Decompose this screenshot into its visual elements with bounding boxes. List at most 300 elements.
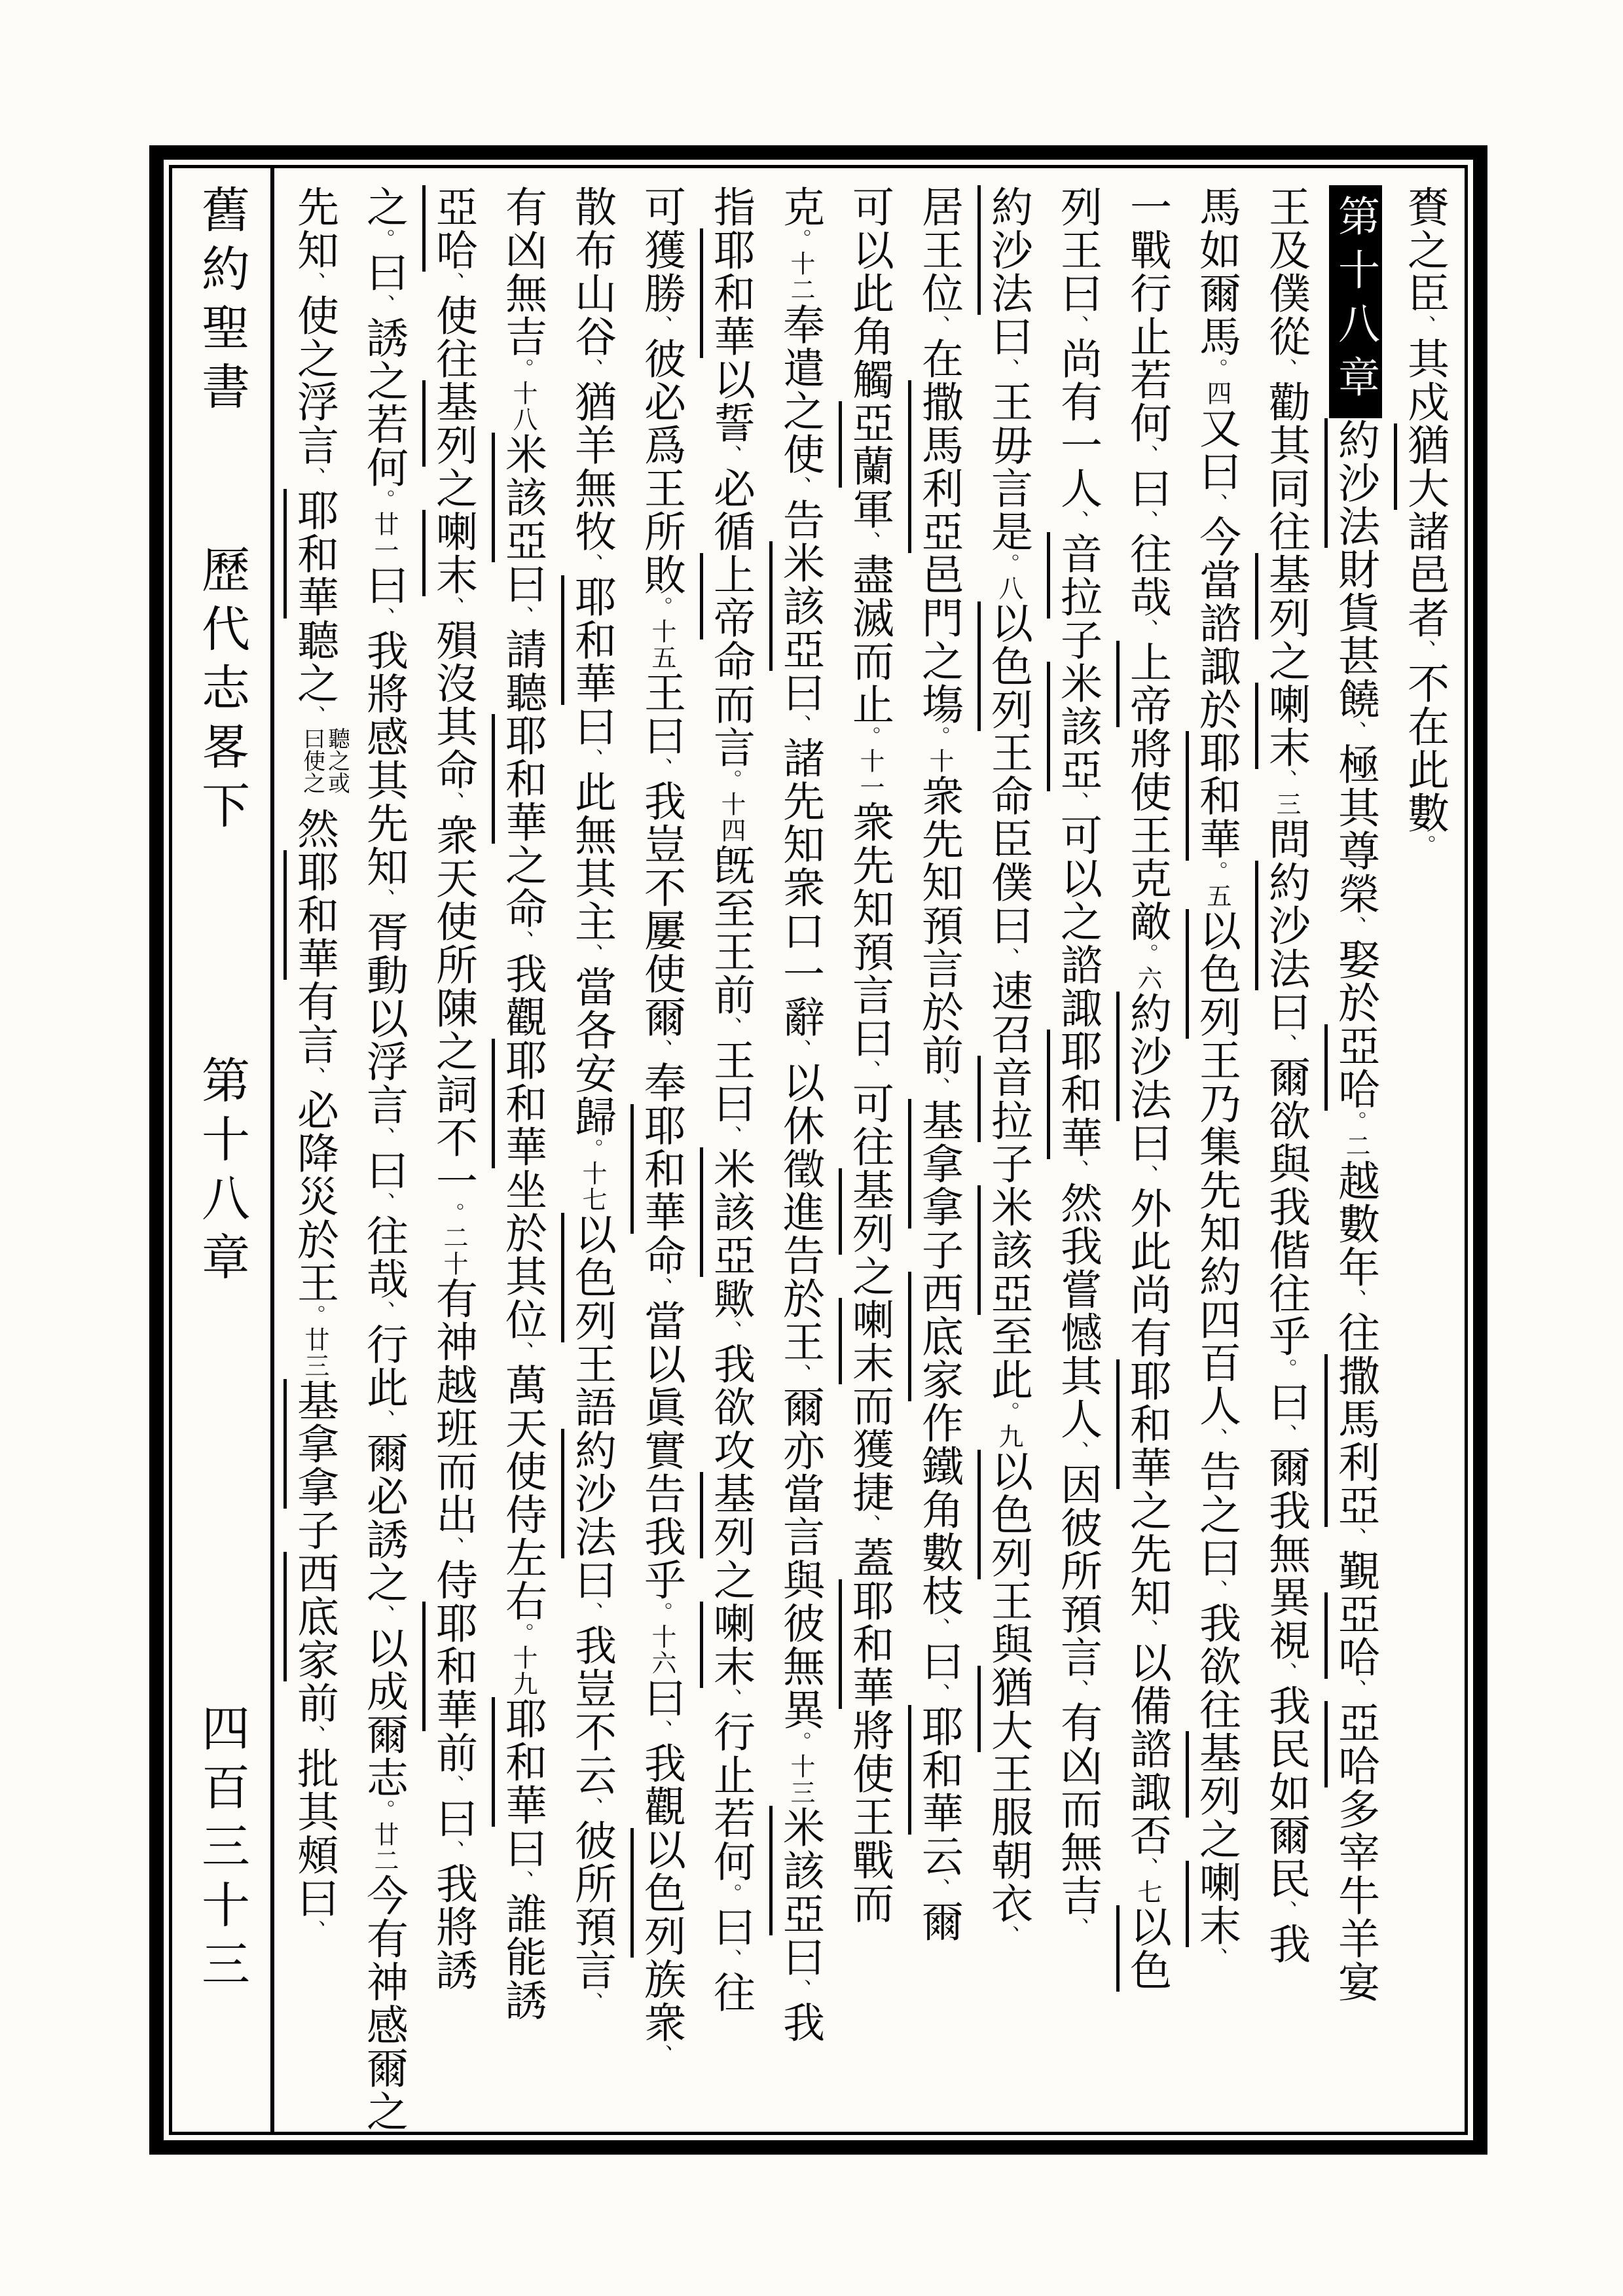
text-run: 曰、我觀 <box>638 1676 685 1828</box>
text-column-14 <box>488 185 557 2136</box>
proper-name-run: 米該亞 <box>985 1185 1032 1315</box>
punctuation: 、 <box>372 1300 395 1323</box>
text-run: 今有神感爾之 <box>361 1874 407 2133</box>
text-column-11 <box>696 185 765 2136</box>
text-run <box>1194 1947 1240 1969</box>
punctuation: 、 <box>649 757 673 780</box>
verse-number: 十六 <box>647 1624 675 1676</box>
punctuation: 。 <box>996 553 1020 575</box>
chapter-heading-block: 第十八章 <box>1329 185 1382 418</box>
text-run: 衆先知預言曰、可往 <box>847 800 893 1168</box>
verse-number: 六 <box>1133 965 1161 992</box>
text-run <box>1194 861 1240 883</box>
proper-name-run: 約沙法 <box>1124 992 1171 1121</box>
punctuation: 。 <box>649 596 673 619</box>
text-run: 聽之、 <box>291 619 338 727</box>
punctuation: 、 <box>1066 510 1089 532</box>
text-run: 王及僕從、勸其同往 <box>1263 185 1309 553</box>
punctuation: 、 <box>1343 721 1367 743</box>
punctuation: 、 <box>649 1719 673 1742</box>
text-run: 邑門之塲。 <box>916 553 962 748</box>
text-run: 有言、必降災於王。 <box>291 980 338 1327</box>
text-run: 先知、使之浮言、 <box>291 185 338 489</box>
proper-name-run: 西底家 <box>916 1272 962 1401</box>
punctuation: 、 <box>302 705 326 727</box>
column-divider-line <box>270 168 274 2132</box>
proper-name-run: 約沙法 <box>1332 418 1379 548</box>
punctuation: 。 <box>372 1799 395 1821</box>
text-column-15 <box>418 185 488 2136</box>
punctuation: 。 <box>996 1401 1020 1424</box>
verse-number: 十七 <box>578 1160 606 1213</box>
text-run: 、行止若何。曰、往 <box>708 1688 754 2014</box>
punctuation: 。 <box>1205 861 1228 883</box>
text-run: 財貨甚饒、極其尊榮、娶於 <box>1332 548 1379 1024</box>
gloss-note: 聽之或曰使之 <box>299 727 349 794</box>
proper-name-run: 耶和華 <box>291 850 338 980</box>
text-run <box>1332 1679 1379 1701</box>
proper-name-run: 基列 <box>1194 1731 1240 1818</box>
page-frame <box>149 145 1487 2155</box>
text-run: 而獲捷、蓋 <box>847 1384 893 1579</box>
proper-name-run: 西底家 <box>291 1552 338 1681</box>
punctuation: 、 <box>996 947 1020 969</box>
text-run: 之 <box>430 467 477 510</box>
text-run: 曰、爾欲與我偕往乎。曰、爾我無異視、我民如爾民、我 <box>1263 990 1309 1965</box>
text-run: 旣至王前、王曰、 <box>708 844 754 1147</box>
book-title: 歷代志畧下 <box>194 545 248 839</box>
punctuation: 、 <box>927 1683 951 1705</box>
text-run: 、可以之諮諏 <box>1055 791 1101 1030</box>
punctuation: 、 <box>719 1688 742 1710</box>
punctuation: 、 <box>372 1192 395 1214</box>
punctuation: 、 <box>788 1979 812 2001</box>
text-run: 命、當以眞實告我乎。 <box>638 1234 685 1624</box>
punctuation: 、 <box>788 476 812 498</box>
text-run: 軍、盡滅而止。 <box>847 488 893 748</box>
proper-name-run: 上帝 <box>708 553 754 639</box>
proper-name-run: 耶和華 <box>291 489 338 619</box>
punctuation: 、 <box>1274 1033 1298 1056</box>
text-column-1 <box>1390 185 1459 2136</box>
punctuation: 、 <box>649 1039 673 1061</box>
text-run: 曰、外此尚有 <box>1124 1121 1171 1359</box>
punctuation: 。 <box>1343 1111 1367 1133</box>
proper-name-run: 基列 <box>847 1168 893 1255</box>
proper-name-run: 以色列 <box>1194 909 1240 1039</box>
text-run <box>1332 1111 1379 1133</box>
punctuation: 、 <box>996 1925 1020 1947</box>
punctuation: 、 <box>1205 493 1228 515</box>
punctuation: 、 <box>580 748 604 770</box>
punctuation: 、 <box>1343 1679 1367 1701</box>
text-run: 諸邑者、不在此數。 <box>1402 510 1448 857</box>
proper-name-run: 基拿拿 <box>916 1099 962 1229</box>
punctuation: 、 <box>1274 769 1298 791</box>
inner-frame-line <box>169 165 1468 2135</box>
proper-name-run: 耶和華 <box>916 1705 962 1835</box>
text-column-13 <box>557 185 627 2136</box>
punctuation: 、 <box>1413 639 1436 662</box>
punctuation: 、 <box>302 272 326 294</box>
punctuation: 、 <box>927 315 951 337</box>
text-column-12 <box>627 185 696 2136</box>
proper-name-run: 亞哈 <box>1332 1701 1379 1787</box>
text-run: 曰、王毋言是。 <box>985 315 1032 575</box>
punctuation: 、 <box>580 553 604 575</box>
proper-name-run: 約沙法 <box>569 1429 615 1558</box>
proper-name-run: 喇末 <box>430 510 477 596</box>
proper-name-run: 耶和華 <box>638 1104 685 1234</box>
proper-name-run: 以色列 <box>985 601 1032 731</box>
punctuation: 、 <box>1066 1679 1089 1701</box>
text-run: 多宰牛羊宴 <box>1332 1787 1379 2003</box>
punctuation: 。 <box>788 1731 812 1753</box>
text-run: 曰、諸先知衆口一辭、以休徵進告於王、爾亦當言與彼無異。 <box>777 671 824 1753</box>
text-run: 王命臣僕曰、速召 <box>985 731 1032 1056</box>
text-run: 、使往 <box>430 272 477 380</box>
text-run: 子 <box>985 1142 1032 1185</box>
text-run: 將使王克敵。 <box>1124 727 1171 965</box>
punctuation: 。 <box>511 358 534 380</box>
punctuation: 、 <box>1135 619 1159 641</box>
proper-name-run: 亞蘭 <box>847 401 893 488</box>
text-column-7 <box>974 185 1043 2136</box>
proper-name-run: 耶和華 <box>1055 1030 1101 1159</box>
text-columns <box>283 185 1459 2132</box>
text-run: 命而言。 <box>708 639 754 791</box>
text-run: 之。曰、誘之若何。 <box>361 185 407 511</box>
punctuation: 、 <box>719 1948 742 1971</box>
text-run: 王服朝衣、 <box>985 1752 1032 1947</box>
proper-name-run: 猶大 <box>985 1666 1032 1752</box>
punctuation: 、 <box>1274 358 1298 380</box>
punctuation: 、 <box>1205 1947 1228 1969</box>
work-title: 舊約聖書 <box>194 185 248 420</box>
punctuation: 。 <box>302 1304 326 1327</box>
text-run: 王與 <box>985 1579 1032 1666</box>
text-run: 有神越班而出、侍 <box>430 1277 477 1602</box>
punctuation: 、 <box>1066 1917 1089 1939</box>
text-run: 可以此角觸 <box>847 185 893 401</box>
punctuation: 。 <box>1274 1358 1298 1380</box>
text-run: 散布山谷、猶羊無牧、 <box>569 185 615 575</box>
punctuation: 、 <box>372 294 395 316</box>
margin-strip <box>172 168 270 2132</box>
punctuation: 、 <box>372 888 395 910</box>
punctuation: 、 <box>858 1514 881 1536</box>
proper-name-run: 基列 <box>430 380 477 467</box>
text-column-4 <box>1182 185 1251 2136</box>
text-run: 曰、我將感其先知、胥動以浮言、曰、往哉、行此、爾必誘之、以成爾志。 <box>361 564 407 1821</box>
punctuation: 、 <box>580 943 604 965</box>
punctuation: 、 <box>1274 1424 1298 1446</box>
proper-name-run: 上帝 <box>1124 641 1171 727</box>
text-column-5 <box>1112 185 1182 2136</box>
punctuation: 、 <box>649 2044 673 2066</box>
punctuation: 、 <box>1066 1441 1089 1463</box>
punctuation: 、 <box>996 358 1020 380</box>
proper-name-run: 約沙法 <box>985 185 1032 315</box>
proper-name-run: 耶和華 <box>500 714 546 844</box>
proper-name-run: 約沙法 <box>1263 861 1309 990</box>
text-run: 王曰、我豈不屢使爾、奉 <box>638 671 685 1104</box>
text-run: 克。 <box>777 185 824 251</box>
verse-number: 十一 <box>856 748 883 800</box>
punctuation: 。 <box>372 489 395 511</box>
punctuation: 。 <box>858 726 881 748</box>
proper-name-run: 以色 <box>1124 1905 1171 1992</box>
verse-number: 十九 <box>509 1645 536 1697</box>
proper-name-run: 音拉 <box>1055 532 1101 619</box>
text-run: 越數年、往 <box>1332 1159 1379 1354</box>
verse-number: 二 <box>1341 1133 1369 1159</box>
punctuation: 、 <box>580 1797 604 1819</box>
proper-name-run: 基列 <box>708 1472 754 1558</box>
punctuation: 、 <box>441 1840 465 1862</box>
punctuation: 。 <box>719 769 742 791</box>
proper-name-run: 喇末 <box>1263 683 1309 769</box>
punctuation: 、 <box>441 1536 465 1558</box>
verse-number: 五 <box>1203 883 1230 909</box>
text-run: 列王曰、尚有一人、 <box>1055 185 1101 532</box>
punctuation: 、 <box>372 1604 395 1626</box>
punctuation: 、 <box>927 1878 951 1900</box>
text-run: 王語 <box>569 1342 615 1429</box>
punctuation: 。 <box>511 1623 534 1645</box>
punctuation: 、 <box>1135 1619 1159 1641</box>
punctuation: 、 <box>788 1363 812 1386</box>
text-run <box>1263 769 1309 791</box>
punctuation: 、 <box>580 1992 604 2014</box>
proper-name-run: 音拉 <box>985 1056 1032 1142</box>
punctuation: 、 <box>302 1066 326 1088</box>
punctuation: 、 <box>511 930 534 952</box>
text-column-17 <box>280 185 349 2136</box>
punctuation: 。 <box>788 228 812 251</box>
text-run: 以誓、必循 <box>708 358 754 553</box>
punctuation: 、 <box>927 1617 951 1640</box>
punctuation: 、 <box>441 596 465 619</box>
proper-name-run: 基拿拿 <box>291 1379 338 1509</box>
verse-number: 十八 <box>509 380 536 433</box>
proper-name-run: 喇末 <box>847 1298 893 1384</box>
chapter-label: 第十八章 <box>194 1055 248 1291</box>
punctuation: 。 <box>1205 358 1228 380</box>
text-column-6 <box>1043 185 1112 2136</box>
text-run: 之 <box>1194 1818 1240 1861</box>
punctuation: 、 <box>580 358 604 380</box>
punctuation: 。 <box>372 228 395 251</box>
text-run: 馬如爾馬。 <box>1194 185 1240 380</box>
text-column-8 <box>904 185 974 2136</box>
punctuation: 、 <box>511 1870 534 1892</box>
proper-name-run: 耶和華 <box>1124 1359 1171 1489</box>
text-run: 將使王戰而 <box>847 1709 893 1925</box>
punctuation: 、 <box>441 1774 465 1797</box>
text-run: 之命、我觀 <box>500 844 546 1039</box>
punctuation: 、 <box>1205 1427 1228 1450</box>
proper-name-run: 以色列 <box>569 1213 615 1342</box>
text-run: 然 <box>291 807 338 850</box>
text-run: 之先知、以備諮諏否、 <box>1124 1489 1171 1879</box>
text-run: 居王位、在 <box>916 185 962 380</box>
text-run: 子 <box>291 1509 338 1552</box>
punctuation: 。 <box>580 1138 604 1160</box>
verse-number: 十三 <box>786 1753 814 1806</box>
text-run: 歟、我欲攻 <box>708 1277 754 1472</box>
proper-name-run: 亞哈 <box>1332 1592 1379 1679</box>
punctuation: 、 <box>858 1060 881 1082</box>
punctuation: 、 <box>1413 315 1436 337</box>
verse-number: 二十 <box>439 1225 467 1277</box>
text-run: 又曰、今當諮諏於 <box>1194 406 1240 731</box>
punctuation: 。 <box>927 726 951 748</box>
text-run: 坐於其位、萬天使侍左右。 <box>500 1168 546 1645</box>
punctuation: 、 <box>1066 791 1089 814</box>
proper-name-run: 猶大 <box>1402 423 1448 510</box>
verse-number: 七 <box>1133 1879 1161 1905</box>
verse-number: 十四 <box>717 791 744 844</box>
text-run: 前、曰、我將誘 <box>430 1731 477 1992</box>
page-number-label: 四百三十三 <box>194 1703 248 1998</box>
proper-name-run: 撒馬利亞 <box>916 380 962 553</box>
text-column-10 <box>765 185 835 2136</box>
proper-name-run: 米該亞 <box>500 433 546 562</box>
verse-number: 九 <box>994 1424 1022 1450</box>
verse-number: 八 <box>994 575 1022 601</box>
text-run: 作鐵角數枝、曰、 <box>916 1401 962 1705</box>
proper-name-run: 亞哈 <box>1332 1024 1379 1111</box>
punctuation: 、 <box>788 1039 812 1061</box>
punctuation: 。 <box>649 1602 673 1624</box>
punctuation: 、 <box>1135 1164 1159 1187</box>
text-run: 至此。 <box>985 1315 1032 1424</box>
punctuation: 、 <box>1274 1900 1298 1922</box>
proper-name-run: 米該亞 <box>1055 662 1101 791</box>
text-run: 云、爾 <box>916 1835 962 1943</box>
punctuation: 、 <box>719 1016 742 1039</box>
punctuation: 、 <box>1274 1662 1298 1684</box>
text-run: 、殞沒其命、衆天使所陳之詞不一。 <box>430 596 477 1225</box>
proper-name-run: 耶和華 <box>1194 731 1240 861</box>
punctuation: 、 <box>858 531 881 553</box>
punctuation: 、 <box>302 1920 326 1942</box>
punctuation: 。 <box>1135 943 1159 965</box>
punctuation: 、 <box>1066 315 1089 337</box>
text-run: 子 <box>1055 619 1101 662</box>
punctuation: 、 <box>372 1126 395 1149</box>
verse-number: 三 <box>1272 791 1300 817</box>
punctuation: 、 <box>1135 510 1159 532</box>
punctuation: 、 <box>302 467 326 489</box>
proper-name-run: 耶和華 <box>569 575 615 705</box>
proper-name-run: 喇末 <box>708 1602 754 1688</box>
punctuation: 。 <box>1413 834 1436 857</box>
text-run: 、覲 <box>1332 1527 1379 1592</box>
punctuation: 、 <box>1135 1857 1159 1879</box>
proper-name-run: 耶和華 <box>430 1602 477 1731</box>
punctuation: 、 <box>302 1725 326 1747</box>
verse-number: 廿三 <box>301 1327 328 1379</box>
text-run: 指 <box>708 185 754 228</box>
text-run: 衆先知預言於前、 <box>916 774 962 1099</box>
text-run: 子 <box>916 1229 962 1272</box>
text-column-3 <box>1251 185 1321 2136</box>
punctuation: 、 <box>1343 1527 1367 1549</box>
verse-number: 廿二 <box>370 1821 397 1874</box>
punctuation: 、 <box>1135 444 1159 467</box>
text-column-16 <box>349 185 418 2136</box>
proper-name-run: 米該亞 <box>777 541 824 671</box>
page-content <box>172 168 1465 2132</box>
text-run: 一戰行止若何、曰、往哉、 <box>1124 185 1171 641</box>
punctuation: 。 <box>441 1202 465 1225</box>
verse-number: 四 <box>1203 380 1230 406</box>
text-run: 之 <box>1263 639 1309 683</box>
text-run: 問 <box>1263 817 1309 861</box>
punctuation: 、 <box>1205 1579 1228 1602</box>
punctuation: 、 <box>372 1409 395 1431</box>
punctuation: 、 <box>927 1077 951 1099</box>
text-run: 賚之臣、其戍 <box>1402 185 1448 423</box>
proper-name-run: 基列 <box>1263 553 1309 639</box>
punctuation: 、 <box>719 444 742 467</box>
proper-name-run: 耶和華 <box>708 228 754 358</box>
proper-name-run: 耶和華 <box>500 1697 546 1827</box>
verse-number: 十五 <box>647 619 675 671</box>
punctuation: 、 <box>719 1320 742 1342</box>
text-run: 曰、此無其主、當各安歸。 <box>569 705 615 1160</box>
text-run: 族衆、 <box>638 1958 685 2066</box>
proper-name-run: 喇末 <box>1194 1861 1240 1947</box>
punctuation: 、 <box>649 315 673 337</box>
punctuation: 、 <box>511 1341 534 1363</box>
punctuation: 、 <box>580 1602 604 1624</box>
punctuation: 、 <box>649 1277 673 1299</box>
proper-name-run: 撒馬利亞 <box>1332 1354 1379 1527</box>
proper-name-run: 以色列 <box>985 1450 1032 1579</box>
punctuation: 、 <box>1343 916 1367 938</box>
proper-name-run: 以色列 <box>638 1828 685 1958</box>
punctuation: 、 <box>719 1125 742 1147</box>
punctuation: 、 <box>372 607 395 629</box>
text-column-9 <box>835 185 904 2136</box>
proper-name-run: 耶和華 <box>847 1579 893 1709</box>
proper-name-run: 耶和華 <box>500 1039 546 1168</box>
text-run: 曰、請聽 <box>500 562 546 714</box>
verse-number: 十二 <box>786 251 814 303</box>
text-run: 奉遣之使、告 <box>777 303 824 541</box>
punctuation: 、 <box>1343 1289 1367 1311</box>
proper-name-run: 亞哈 <box>430 185 477 272</box>
punctuation: 、 <box>788 714 812 736</box>
text-run: 可獲勝、彼必爲王所敗。 <box>638 185 685 619</box>
text-column-2 <box>1321 185 1390 2136</box>
text-run: 曰、我豈不云、彼所預言、 <box>569 1558 615 2014</box>
punctuation: 、 <box>441 791 465 814</box>
proper-name-run: 米該亞 <box>708 1147 754 1277</box>
verse-number: 廿一 <box>370 511 397 564</box>
text-run: 、然我嘗憾其人、因彼所預言、有凶而無吉、 <box>1055 1159 1101 1939</box>
text-run: 之 <box>708 1558 754 1602</box>
text-run: 王乃集先知約四百人、告之曰、我欲往 <box>1194 1039 1240 1731</box>
punctuation: 。 <box>719 1883 742 1905</box>
verse-number: 十 <box>925 748 953 774</box>
text-run: 前、批其頰曰、 <box>291 1681 338 1942</box>
text-run: 有凶無吉。 <box>500 185 546 380</box>
punctuation: 、 <box>441 272 465 294</box>
